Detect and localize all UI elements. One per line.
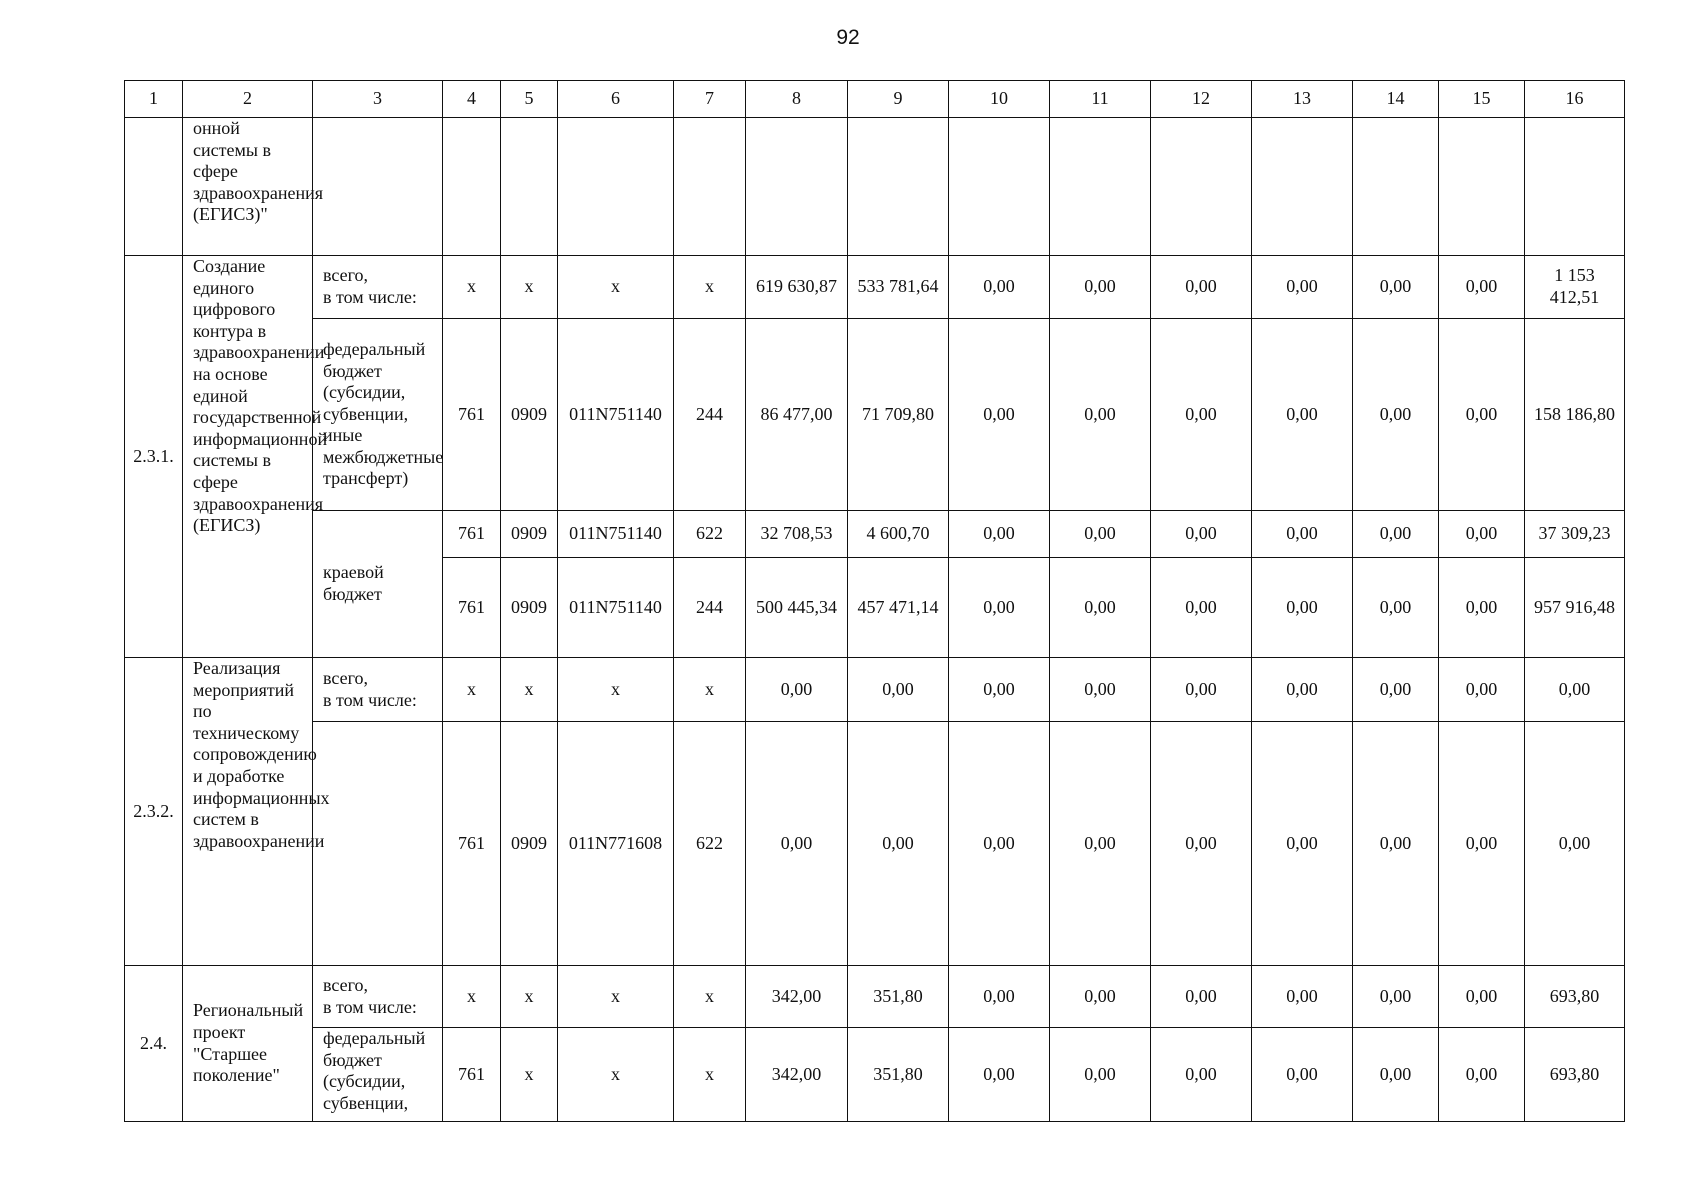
cell-c15: 0,00 bbox=[1439, 1028, 1525, 1122]
cell-c9: 0,00 bbox=[848, 722, 949, 966]
cell-c6: х bbox=[558, 966, 674, 1028]
cell-c8: 0,00 bbox=[746, 658, 848, 722]
cell-c5: 0909 bbox=[501, 558, 558, 658]
cell-c16: 957 916,48 bbox=[1525, 558, 1625, 658]
funding-source: всего, в том числе: bbox=[313, 966, 443, 1028]
cell-c13: 0,00 bbox=[1252, 722, 1353, 966]
cell-c5: 0909 bbox=[501, 511, 558, 558]
funding-source bbox=[313, 722, 443, 966]
cell-c15: 0,00 bbox=[1439, 511, 1525, 558]
cell-c5: х bbox=[501, 966, 558, 1028]
cell-c11: 0,00 bbox=[1050, 1028, 1151, 1122]
table-row bbox=[125, 722, 1625, 966]
cell-c6: 011N751140 bbox=[558, 511, 674, 558]
funding-source: всего, в том числе: bbox=[313, 658, 443, 722]
table-row bbox=[125, 319, 1625, 511]
page-number: 92 bbox=[836, 26, 860, 49]
cell-c4: 761 bbox=[443, 722, 501, 966]
cell-c12: 0,00 bbox=[1151, 722, 1252, 966]
cell-c6: х bbox=[558, 658, 674, 722]
cell-c7: 622 bbox=[674, 722, 746, 966]
item-number: 2.4. bbox=[125, 966, 183, 1122]
column-header: 14 bbox=[1353, 81, 1439, 118]
cell-c16: 693,80 bbox=[1525, 1028, 1625, 1122]
column-header: 5 bbox=[501, 81, 558, 118]
item-name: Создание единого цифрового контура в здравоохранении на основе единой государственной информационной системы в сфере здравоохранения (ЕГИСЗ) bbox=[183, 256, 313, 658]
table-row bbox=[125, 118, 1625, 256]
item-name: Реализация мероприятий по техническому сопровождению и доработке информационных систем в здравоохранении bbox=[183, 658, 313, 966]
cell-c7: 244 bbox=[674, 319, 746, 511]
cell-c16: 0,00 bbox=[1525, 722, 1625, 966]
column-header: 6 bbox=[558, 81, 674, 118]
column-header: 4 bbox=[443, 81, 501, 118]
cell-c10: 0,00 bbox=[949, 966, 1050, 1028]
cell-c4: 761 bbox=[443, 511, 501, 558]
funding-source: федеральный бюджет (субсидии, субвенции, bbox=[313, 1028, 443, 1122]
cell-c9: 533 781,64 bbox=[848, 256, 949, 319]
cell-c12: 0,00 bbox=[1151, 558, 1252, 658]
item-number: 2.3.2. bbox=[125, 658, 183, 966]
column-header: 1 bbox=[125, 81, 183, 118]
cell-c13: 0,00 bbox=[1252, 558, 1353, 658]
cell-c7: х bbox=[674, 658, 746, 722]
cell-c7: 244 bbox=[674, 558, 746, 658]
cell-c6: 011N771608 bbox=[558, 722, 674, 966]
cell-c16: 693,80 bbox=[1525, 966, 1625, 1028]
cell-c16: 0,00 bbox=[1525, 658, 1625, 722]
cell-c12: 0,00 bbox=[1151, 658, 1252, 722]
cell-c15: 0,00 bbox=[1439, 722, 1525, 966]
cell-c7: х bbox=[674, 256, 746, 319]
cell-c7: 622 bbox=[674, 511, 746, 558]
cell-c8: 342,00 bbox=[746, 966, 848, 1028]
cell-c11: 0,00 bbox=[1050, 722, 1151, 966]
cell-c6: 011N751140 bbox=[558, 319, 674, 511]
column-header: 13 bbox=[1252, 81, 1353, 118]
cell-c4: х bbox=[443, 658, 501, 722]
cell-c15: 0,00 bbox=[1439, 319, 1525, 511]
cell-c12: 0,00 bbox=[1151, 511, 1252, 558]
cell-c5: х bbox=[501, 1028, 558, 1122]
cell-c13: 0,00 bbox=[1252, 319, 1353, 511]
cell-c6: 011N751140 bbox=[558, 558, 674, 658]
cell-c5: х bbox=[501, 256, 558, 319]
cell-c6: х bbox=[558, 256, 674, 319]
cell-c13: 0,00 bbox=[1252, 1028, 1353, 1122]
cell-c10: 0,00 bbox=[949, 256, 1050, 319]
column-header: 8 bbox=[746, 81, 848, 118]
cell-c4: 761 bbox=[443, 558, 501, 658]
cell-c8: 342,00 bbox=[746, 1028, 848, 1122]
cell-c8: 0,00 bbox=[746, 722, 848, 966]
cell-c4: 761 bbox=[443, 1028, 501, 1122]
cell-c5: х bbox=[501, 658, 558, 722]
cell-c4: 761 bbox=[443, 319, 501, 511]
cell-c12: 0,00 bbox=[1151, 1028, 1252, 1122]
cell-c15: 0,00 bbox=[1439, 658, 1525, 722]
cell-c5: 0909 bbox=[501, 722, 558, 966]
cell-c9: 0,00 bbox=[848, 658, 949, 722]
cell-c14: 0,00 bbox=[1353, 1028, 1439, 1122]
cell-c8: 619 630,87 bbox=[746, 256, 848, 319]
cell-c14: 0,00 bbox=[1353, 722, 1439, 966]
item-number: 2.3.1. bbox=[125, 256, 183, 658]
column-header: 2 bbox=[183, 81, 313, 118]
cell-c10: 0,00 bbox=[949, 658, 1050, 722]
cell-c16: 158 186,80 bbox=[1525, 319, 1625, 511]
funding-source: всего, в том числе: bbox=[313, 256, 443, 319]
cell-c10: 0,00 bbox=[949, 511, 1050, 558]
cell-c16: 1 153 412,51 bbox=[1525, 256, 1625, 319]
column-header: 15 bbox=[1439, 81, 1525, 118]
cell-c14: 0,00 bbox=[1353, 319, 1439, 511]
cell-c8: 32 708,53 bbox=[746, 511, 848, 558]
cell-c4: х bbox=[443, 966, 501, 1028]
cell-c11: 0,00 bbox=[1050, 966, 1151, 1028]
cell-c10: 0,00 bbox=[949, 722, 1050, 966]
cell-c12: 0,00 bbox=[1151, 319, 1252, 511]
funding-source: федеральный бюджет (субсидии, субвенции, иные межбюджетные трансферт) bbox=[313, 319, 443, 511]
cell-c13: 0,00 bbox=[1252, 256, 1353, 319]
cell-c13: 0,00 bbox=[1252, 511, 1353, 558]
cell-c14: 0,00 bbox=[1353, 558, 1439, 658]
table-row bbox=[125, 966, 1625, 1028]
cell-c5: 0909 bbox=[501, 319, 558, 511]
budget-table bbox=[124, 80, 1625, 1122]
cell-c11: 0,00 bbox=[1050, 658, 1151, 722]
item-name: Региональный проект "Старшее поколение" bbox=[183, 966, 313, 1122]
cell-c14: 0,00 bbox=[1353, 966, 1439, 1028]
cell-c9: 4 600,70 bbox=[848, 511, 949, 558]
cell-c9: 457 471,14 bbox=[848, 558, 949, 658]
cell-c9: 351,80 bbox=[848, 1028, 949, 1122]
cell-c16: 37 309,23 bbox=[1525, 511, 1625, 558]
cell-c9: 351,80 bbox=[848, 966, 949, 1028]
item-name: онной системы в сфере здравоохранения (ЕГИСЗ)" bbox=[183, 118, 313, 256]
cell-c14: 0,00 bbox=[1353, 658, 1439, 722]
column-header: 3 bbox=[313, 81, 443, 118]
cell-c7: х bbox=[674, 1028, 746, 1122]
table-row bbox=[125, 256, 1625, 319]
cell-c10: 0,00 bbox=[949, 558, 1050, 658]
cell-c9: 71 709,80 bbox=[848, 319, 949, 511]
cell-c12: 0,00 bbox=[1151, 966, 1252, 1028]
cell-c7: х bbox=[674, 966, 746, 1028]
cell-c15: 0,00 bbox=[1439, 966, 1525, 1028]
table-row bbox=[125, 1028, 1625, 1122]
cell-c6: х bbox=[558, 1028, 674, 1122]
cell-c8: 500 445,34 bbox=[746, 558, 848, 658]
table-row bbox=[125, 658, 1625, 722]
cell-c11: 0,00 bbox=[1050, 256, 1151, 319]
column-header: 9 bbox=[848, 81, 949, 118]
column-header: 12 bbox=[1151, 81, 1252, 118]
column-header: 16 bbox=[1525, 81, 1625, 118]
cell-c11: 0,00 bbox=[1050, 558, 1151, 658]
table-row bbox=[125, 511, 1625, 558]
cell-c14: 0,00 bbox=[1353, 256, 1439, 319]
cell-c4: х bbox=[443, 256, 501, 319]
column-header: 10 bbox=[949, 81, 1050, 118]
cell-c8: 86 477,00 bbox=[746, 319, 848, 511]
cell-c10: 0,00 bbox=[949, 319, 1050, 511]
funding-source: краевой бюджет bbox=[313, 511, 443, 658]
column-header: 11 bbox=[1050, 81, 1151, 118]
cell-c15: 0,00 bbox=[1439, 558, 1525, 658]
cell-c11: 0,00 bbox=[1050, 511, 1151, 558]
cell-c14: 0,00 bbox=[1353, 511, 1439, 558]
cell-c12: 0,00 bbox=[1151, 256, 1252, 319]
column-header: 7 bbox=[674, 81, 746, 118]
cell-c13: 0,00 bbox=[1252, 658, 1353, 722]
cell-c10: 0,00 bbox=[949, 1028, 1050, 1122]
cell-c13: 0,00 bbox=[1252, 966, 1353, 1028]
cell-c11: 0,00 bbox=[1050, 319, 1151, 511]
header-row bbox=[125, 81, 1625, 118]
cell-c15: 0,00 bbox=[1439, 256, 1525, 319]
